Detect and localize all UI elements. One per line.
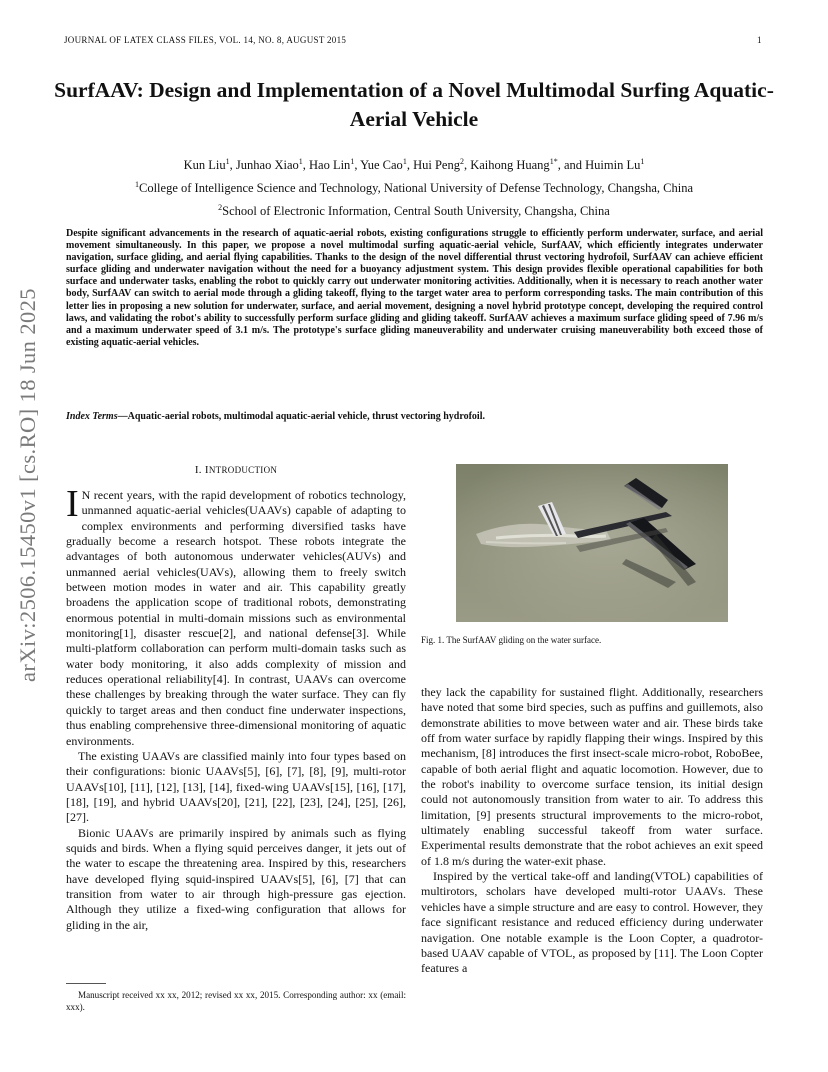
author-aff: 1: [640, 157, 645, 166]
figure-caption: Fig. 1. The SurfAAV gliding on the water surface.: [421, 635, 602, 645]
paragraph-text: N recent years, with the rapid development of robotics technology, unmanned aquatic-aerial vehicles(UAAVs) capable of adapting to complex environments and performing diversified tasks have gradually become a research hotspot. These robots integrate the advantages of both autonomous underwater vehicles(AUVs) and unmanned aerial vehicles(UAVs), allowing them to freely switch between motion modes in water and air. This capability greatly broadens the application scope of traditional robots, demonstrating enormous potential in multi-domain missions such as environmental monitoring[1], disaster rescue[2], and national defense[3]. While multi-platform collaboration can perform multi-domain tasks such as water body monitoring, it also adds complexity of mission and reduces operational reliability[4]. In contrast, UAAVs can overcome these challenges by breaking through the water surface. They can fly quickly to target areas and then conduct fine underwater inspections, thus enabling comprehensive three-dimensional monitoring of aquatic environments.: [66, 488, 406, 748]
affiliation-text: College of Intelligence Science and Technology, National University of Defense Technology, Changsha, China: [139, 181, 693, 196]
surfaav-photo: [456, 464, 728, 622]
footnote-rule: [66, 983, 106, 984]
index-terms-label: Index Terms: [66, 411, 118, 422]
abstract: Despite significant advancements in the research of aquatic-aerial robots, existing configurations struggle to efficiently perform underwater, surface, and aerial movement simultaneously. In this paper, we propose a novel multimodal surfing aquatic-aerial vehicle, SurfAAV, which efficiently integrates underwater navigation, surface gliding, and aerial flying capabilities. Thanks to the design of the novel differential thrust vectoring hydrofoil, SurfAAV can achieve efficient surface gliding and underwater navigation without the need for a buoyancy adjustment system. This design provides flexible operational capabilities for both surface and underwater tasks, enabling the robot to quickly carry out underwater monitoring activities. Additionally, when it is necessary to reach another water body, SurfAAV can switch to aerial mode through a gliding takeoff, flying to the target water area to perform corresponding tasks. The main contribution of this letter lies in proposing a new solution for underwater, surface, and aerial movement, designing a novel hybrid prototype concept, developing the required control laws, and validating the robot's ability to successfully perform surface gliding and gliding takeoff. SurfAAV achieves a maximum surface gliding speed of 7.96 m/s and a maximum underwater speed of 3.1 m/s. The prototype's surface gliding maneuverability and underwater cruising maneuverability both exceed those of existing aquatic-aerial vehicles.: [66, 228, 763, 348]
section-numeral: I.: [194, 464, 202, 476]
affiliation-mark: 1: [135, 180, 139, 190]
author-block: [40, 152, 788, 221]
author-aff: 2: [459, 157, 464, 166]
author-aff: 1: [298, 157, 303, 166]
author-aff: 1: [402, 157, 407, 166]
page-number: 1: [757, 35, 762, 45]
index-terms-text: —Aquatic-aerial robots, multimodal aquatic-aerial vehicle, thrust vectoring hydrofoil.: [117, 411, 485, 422]
dropcap: I: [66, 483, 79, 525]
footnote: Manuscript received xx xx, 2012; revised xx xx, 2015. Corresponding author: xx (email: xxx).: [66, 990, 406, 1012]
running-header: JOURNAL OF LATEX CLASS FILES, VOL. 14, NO. 8, AUGUST 2015: [64, 35, 347, 45]
index-terms: [66, 411, 763, 422]
arxiv-stamp-container: [8, 288, 48, 682]
author-name: Junhao Xiao: [235, 158, 299, 173]
affiliation-text: School of Electronic Information, Central South University, Changsha, China: [222, 204, 610, 219]
author-name: Huimin Lu: [585, 158, 641, 173]
author-name: Hao Lin: [309, 158, 351, 173]
paragraph: The existing UAAVs are classified mainly into four types based on their configurations: bionic UAAVs[5], [6], [7], [8], [9], multi-rotor UAAVs[10], [11], [12], [13], [14], fixed-wing UAAVs[15], [16], [17], [18], [19], and hybrid UAAVs[20], [21], [22], [23], [24], [25], [26], [27].: [66, 748, 406, 825]
section-title-rest: NTRODUCTION: [208, 465, 278, 475]
author-name: Kaihong Huang: [470, 158, 550, 173]
arxiv-stamp: arXiv:2506.15450v1 [cs.RO] 18 Jun 2025: [15, 288, 40, 682]
right-column: [421, 685, 763, 977]
section-heading: [66, 464, 406, 476]
affiliation-1: [40, 175, 788, 198]
figure-photo: [456, 464, 728, 622]
author-name: Kun Liu: [183, 158, 226, 173]
paragraph: Bionic UAAVs are primarily inspired by animals such as flying squids and birds. When a flying squid perceives danger, it jets out of the water to escape the threatening area. Inspired by this, researchers have developed flying squid-inspired UAAVs[5], [6], [7] that can transition from water to air through high-pressure gas ejection. Although they utilize a fixed-wing configuration that allows for gliding in the air,: [66, 825, 406, 932]
author-aff: 1*: [549, 157, 558, 166]
affiliation-2: [40, 198, 788, 221]
left-column: [66, 483, 406, 933]
author-aff: 1: [350, 157, 355, 166]
author-list: Kun Liu$^1$, Junhao Xiao$^1$, Hao Lin$^1$, Yue Cao$^1$, Hui Peng$^2$, Kaihong Huang$^{1*}$, and Huimin Lu$^1$: [183, 157, 645, 173]
paragraph: they lack the capability for sustained flight. Additionally, researchers have noted that some bird species, such as puffins and guillemots, also demonstrate abilities to move between water and air. These birds take off from water surface by rapidly flapping their wings. Inspired by this mechanism, [8] introduces the first insect-scale micro-robot, RoboBee, capable of both aerial flight and aquatic locomotion. However, due to the robot's inability to overcome surface tension, its initial design could not autonomously transition from water to air. To address this limitation, [9] presents structural improvements to the micro-robot, ultimately enabling successful takeoff from water surface. Experimental results demonstrate that the robot achieves an exit speed of 1.8 m/s during the water-exit phase.: [421, 685, 763, 868]
section-title-cap: I: [204, 464, 209, 476]
author-aff: 1: [225, 157, 230, 166]
author-name: Yue Cao: [360, 158, 403, 173]
paragraph: [66, 483, 406, 749]
author-name: Hui Peng: [413, 158, 460, 173]
affiliation-mark: 2: [218, 203, 223, 213]
paragraph: Inspired by the vertical take-off and landing(VTOL) capabilities of multirotors, scholars have developed multi-rotor UAAVs. These vehicles have a simple structure and are easy to control. However, they face significant resistance and reduced efficiency during underwater navigation. One notable example is the Loon Copter, a quadrotor-based UAAV capable of VTOL, as proposed by [11]. The Loon Copter features a: [421, 869, 763, 976]
paper-title: SurfAAV: Design and Implementation of a Novel Multimodal Surfing Aquatic-Aerial Vehicle: [54, 78, 774, 131]
